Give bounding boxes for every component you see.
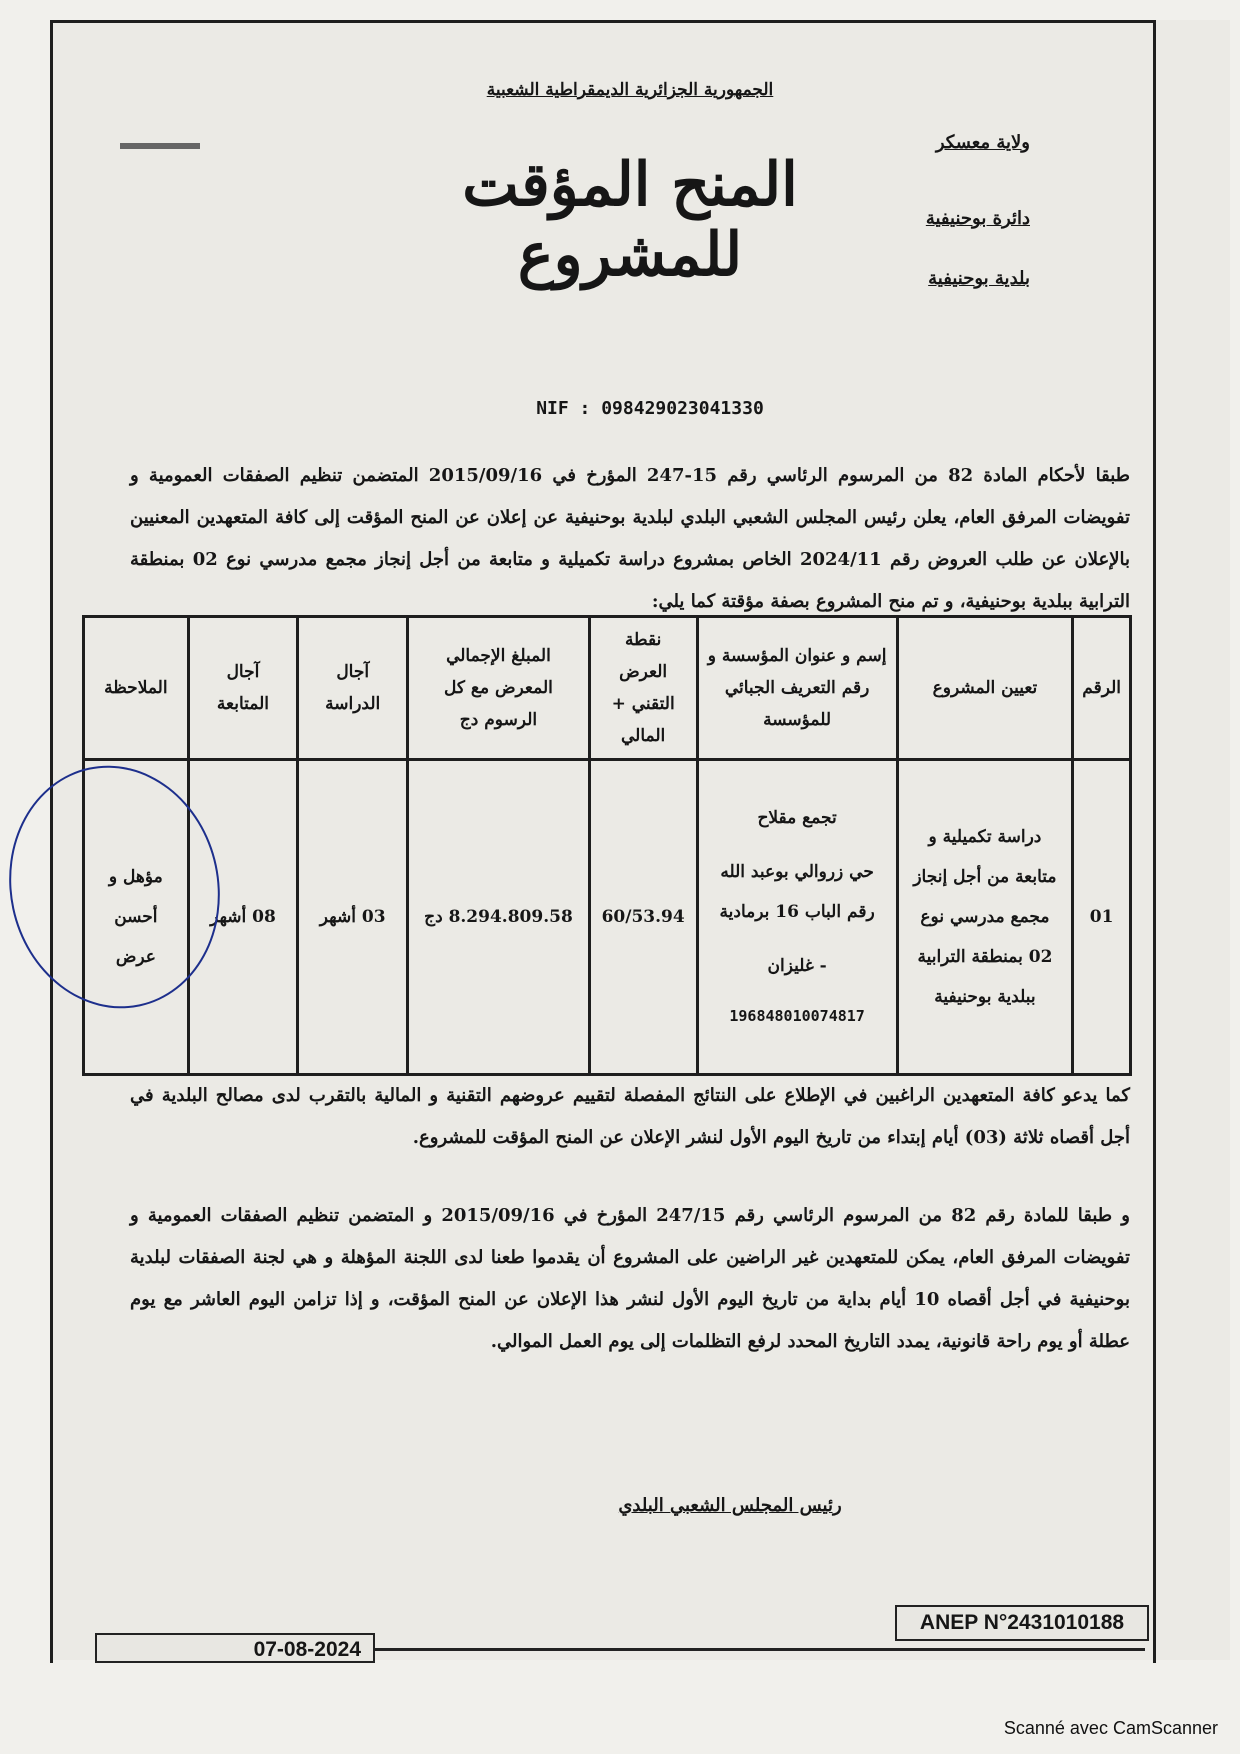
header-project: تعيين المشروع bbox=[897, 617, 1073, 760]
publication-date: 07-08-2024 bbox=[253, 1638, 361, 1661]
wilaya-label: ولاية معسكر bbox=[935, 132, 1030, 153]
anep-number: ANEP N°2431010188 bbox=[919, 1611, 1125, 1634]
header-follow-delay: آجال المتابعة bbox=[188, 617, 297, 760]
cell-amount: 8.294.809.58 دج bbox=[408, 760, 590, 1075]
cell-num: 01 bbox=[1073, 760, 1131, 1075]
header-company: إسم و عنوان المؤسسة و رقم التعريف الجبائي للمؤسسة bbox=[697, 617, 897, 760]
intro-paragraph: طبقا لأحكام المادة 82 من المرسوم الرئاسي رقم 15-247 المؤرخ في 2015/09/16 المتضمن تنظيم الصفقات العمومية و تفويضات المرفق العام، يعلن رئيس المجلس الشعبي البلدي لبلدية بوحنيفية عن إعلان عن المنح المؤقت إلى كافة المتعهدين المعنيين بالإعلان عن طلب العروض رقم 2024/11 الخاص بمشروع دراسة تكميلية و متابعة من أجل إنجاز مجمع مدرسي نوع 02 بمنطقة الترابية ببلدية بوحنيفية، و تم منح المشروع بصفة مؤقتة كما يلي: bbox=[130, 465, 1130, 612]
company-city: - غليزان bbox=[767, 956, 827, 976]
table-row bbox=[84, 760, 1131, 1075]
camscanner-footer: Scanné avec CamScanner bbox=[1003, 1718, 1218, 1738]
cell-follow-delay: 08 أشهر bbox=[188, 760, 297, 1075]
cell-score: 60/53.94 bbox=[589, 760, 697, 1075]
commune-label: بلدية بوحنيفية bbox=[928, 268, 1030, 289]
date-stamp bbox=[95, 1633, 375, 1663]
header-study-delay: آجال الدراسة bbox=[298, 617, 408, 760]
header-score: نقطة العرض التقني + المالي bbox=[589, 617, 697, 760]
header-amount: المبلغ الإجمالي المعرض مع كل الرسوم دج bbox=[408, 617, 590, 760]
redaction-mark bbox=[120, 143, 200, 149]
header-notes: الملاحظة bbox=[84, 617, 189, 760]
document-title: المنح المؤقت للمشروع bbox=[462, 150, 798, 290]
header-num: الرقم bbox=[1073, 617, 1131, 760]
company-address: حي زروالي بوعبد الله رقم الباب 16 برمادية bbox=[719, 862, 875, 922]
table-header-row bbox=[84, 617, 1131, 760]
nif-number: NIF : 098429023041330 bbox=[536, 398, 764, 419]
paragraph-consultation: كما يدعو كافة المتعهدين الراغبين في الإطلاع على النتائج المفصلة لتقييم عروضهم التقنية و المالية بالتقرب لدى مصالح البلدية في أجل أقصاه ثلاثة (03) أيام إبتداء من تاريخ اليوم الأول لنشر الإعلان عن المنح المؤقت للمشروع. bbox=[130, 1085, 1130, 1148]
cell-study-delay: 03 أشهر bbox=[298, 760, 408, 1075]
company-name: تجمع مقلاح bbox=[757, 808, 837, 828]
republic-header: الجمهورية الجزائرية الديمقراطية الشعبية bbox=[486, 80, 774, 100]
anep-stamp bbox=[895, 1605, 1149, 1641]
paragraph-appeal: و طبقا للمادة رقم 82 من المرسوم الرئاسي رقم 247/15 المؤرخ في 2015/09/16 و المتضمن تنظيم الصفقات العمومية و تفويضات المرفق العام، يمكن للمتعهدين غير الراضين على المشروع أن يقدموا طعنا لدى اللجنة المؤهلة و هي لجنة الصفقات لبلدية بوحنيفية في أجل أقصاه 10 أيام بداية من تاريخ اليوم الأول لنشر هذا الإعلان عن المنح المؤقت، و إذا تزامن اليوم العاشر مع يوم عطلة أو يوم راحة قانونية، يمدد التاريخ المحدد لرفع التظلمات إلى يوم العمل الموالي. bbox=[130, 1205, 1130, 1352]
awards-table bbox=[82, 615, 1132, 1076]
daira-label: دائرة بوحنيفية bbox=[925, 208, 1030, 229]
cell-company bbox=[697, 760, 897, 1075]
cell-notes: مؤهل و أحسن عرض bbox=[84, 760, 189, 1075]
cell-project: دراسة تكميلية و متابعة من أجل إنجاز مجمع مدرسي نوع 02 بمنطقة الترابية ببلدية بوحنيفية bbox=[897, 760, 1073, 1075]
signature-title: رئيس المجلس الشعبي البلدي bbox=[618, 1495, 842, 1516]
company-nif: 196848010074817 bbox=[729, 1007, 865, 1025]
